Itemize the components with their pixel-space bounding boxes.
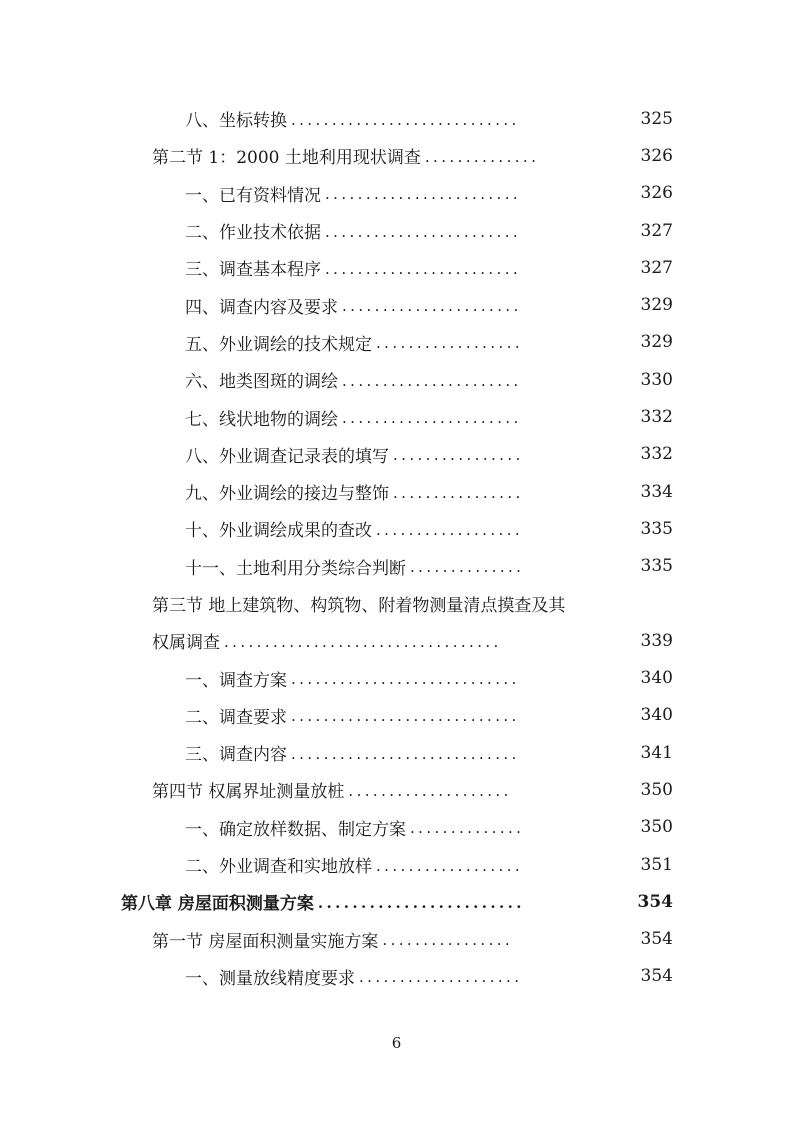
toc-entry-page: 340 <box>640 705 673 726</box>
toc-entry-title: 七、线状地物的调绘 <box>185 409 338 430</box>
toc-leader-dots: ........................ <box>325 222 522 241</box>
toc-entry-title: 一、测量放线精度要求 <box>185 968 355 989</box>
toc-entry-title: 九、外业调绘的接边与整饰 <box>185 484 389 505</box>
toc-entry-title: 第八章 房屋面积测量方案 <box>121 894 314 915</box>
toc-leader-dots: .................. <box>376 334 524 353</box>
toc-leader-dots: ............................ <box>291 707 520 726</box>
toc-entry-page: 332 <box>640 407 673 428</box>
toc-leader-dots: ................ <box>382 931 514 950</box>
toc-entry[interactable] <box>0 473 793 510</box>
toc-entry-title: 权属调查 <box>152 633 220 654</box>
toc-entry-title: 二、调查要求 <box>185 707 287 728</box>
toc-entry-title: 二、外业调查和实地放样 <box>185 857 372 878</box>
toc-entry[interactable] <box>0 958 793 995</box>
toc-entry[interactable] <box>0 510 793 547</box>
toc-entry-title: 第三节 地上建筑物、构筑物、附着物测量清点摸查及其 <box>152 596 566 616</box>
toc-entry[interactable] <box>0 212 793 249</box>
toc-entry[interactable] <box>0 734 793 771</box>
toc-leader-dots: .............. <box>410 819 525 838</box>
toc-entry-title: 二、作业技术依据 <box>185 223 321 244</box>
toc-entry-title: 五、外业调绘的技术规定 <box>185 334 372 355</box>
toc-leader-dots: .............. <box>410 558 525 577</box>
toc-entry-page: 341 <box>640 742 673 763</box>
toc-leader-dots: .................. <box>376 520 524 539</box>
toc-entry[interactable] <box>0 100 793 137</box>
toc-entry[interactable] <box>0 659 793 696</box>
toc-leader-dots: ............................ <box>291 744 520 763</box>
toc-entry[interactable] <box>0 436 793 473</box>
toc-entry[interactable] <box>0 809 793 846</box>
toc-leader-dots: ................ <box>393 483 524 502</box>
toc-entry-title: 第一节 房屋面积测量实施方案 <box>152 931 379 952</box>
toc-entry-title: 三、调查基本程序 <box>185 260 321 281</box>
toc-entry-title: 十、外业调绘成果的查改 <box>185 521 372 542</box>
toc-leader-dots: ................ <box>393 446 524 465</box>
toc-leader-dots: .................................. <box>224 632 502 651</box>
toc-entry-title: 第四节 权属界址测量放桩 <box>152 782 345 803</box>
toc-entry[interactable] <box>0 921 793 958</box>
toc-leader-dots: ...................... <box>342 371 522 390</box>
toc-entry[interactable] <box>0 361 793 398</box>
toc-leader-dots: ........................ <box>325 185 522 204</box>
toc-entry-wrapped[interactable] <box>0 585 793 622</box>
toc-leader-dots: .................... <box>348 781 512 800</box>
toc-entry-title: 一、调查方案 <box>185 670 287 691</box>
toc-entry-page: 332 <box>640 444 673 465</box>
toc-entry-title: 六、地类图斑的调绘 <box>185 372 338 393</box>
toc-entry-title: 一、已有资料情况 <box>185 185 321 206</box>
toc-entry-page: 325 <box>640 108 673 129</box>
toc-leader-dots: ............................ <box>291 110 520 129</box>
toc-entry[interactable] <box>0 137 793 174</box>
toc-entry-page: 354 <box>637 891 673 912</box>
toc-entry[interactable] <box>0 286 793 323</box>
toc-entry-page: 335 <box>640 556 673 577</box>
page-number: 6 <box>391 1034 402 1052</box>
toc-entry-page: 327 <box>640 220 673 241</box>
toc-entry[interactable] <box>0 324 793 361</box>
toc-entry-page: 339 <box>640 630 673 651</box>
toc-entry-page: 351 <box>640 854 673 875</box>
toc-leader-dots: ...................... <box>342 297 522 316</box>
table-of-contents <box>0 100 793 995</box>
toc-entry-page: 354 <box>640 929 673 950</box>
toc-entry-page: 334 <box>640 481 673 502</box>
toc-entry-continuation[interactable] <box>0 622 793 659</box>
toc-entry-title: 一、确定放样数据、制定方案 <box>185 819 406 840</box>
toc-entry[interactable] <box>0 398 793 435</box>
toc-entry-page: 350 <box>640 817 673 838</box>
toc-chapter-entry[interactable] <box>0 883 793 920</box>
toc-leader-dots: ........................ <box>317 893 525 912</box>
toc-entry-page: 340 <box>640 668 673 689</box>
toc-entry-page: 330 <box>640 369 673 390</box>
toc-entry-title: 八、坐标转换 <box>185 111 287 132</box>
toc-entry[interactable] <box>0 771 793 808</box>
toc-entry[interactable] <box>0 175 793 212</box>
toc-entry-page: 335 <box>640 518 673 539</box>
toc-entry-page: 326 <box>640 183 673 204</box>
toc-entry-page: 327 <box>640 257 673 278</box>
toc-entry-title: 十一、土地利用分类综合判断 <box>185 558 406 579</box>
toc-leader-dots: .................... <box>359 968 523 987</box>
toc-leader-dots: ............................ <box>291 670 520 689</box>
toc-leader-dots: .................. <box>376 856 524 875</box>
toc-entry-page: 354 <box>640 966 673 987</box>
toc-leader-dots: ...................... <box>342 409 522 428</box>
toc-entry-title: 八、外业调查记录表的填写 <box>185 446 389 467</box>
toc-entry-title: 第二节 1：2000 土地利用现状调查 <box>152 148 421 169</box>
toc-leader-dots: ........................ <box>325 259 522 278</box>
toc-entry-title: 四、调查内容及要求 <box>185 297 338 318</box>
toc-entry-title: 三、调查内容 <box>185 745 287 766</box>
toc-entry[interactable] <box>0 548 793 585</box>
toc-entry[interactable] <box>0 846 793 883</box>
toc-entry[interactable] <box>0 697 793 734</box>
toc-entry-page: 329 <box>640 332 673 353</box>
toc-entry-page: 350 <box>640 779 673 800</box>
toc-leader-dots: .............. <box>424 147 540 166</box>
toc-entry-page: 329 <box>640 295 673 316</box>
toc-entry-page: 326 <box>640 145 673 166</box>
toc-entry[interactable] <box>0 249 793 286</box>
